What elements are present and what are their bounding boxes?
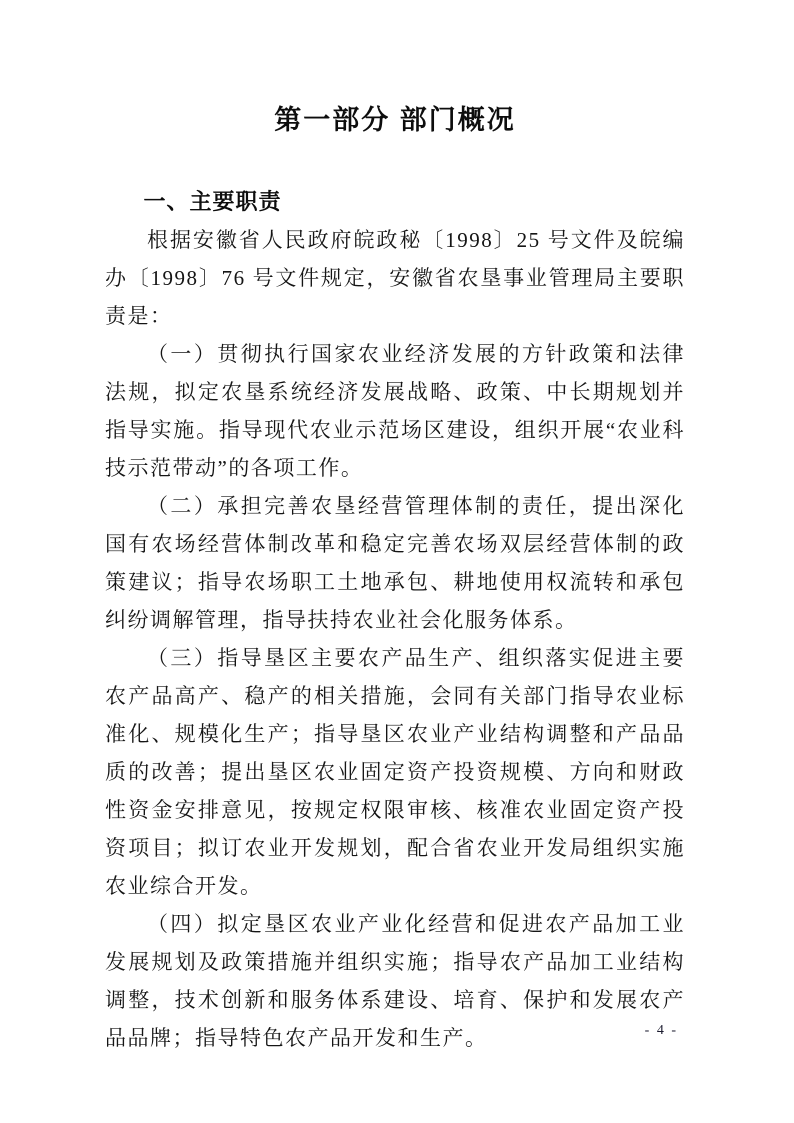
document-title: 第一部分 部门概况	[274, 105, 516, 135]
document-body	[105, 0, 685, 1057]
page-number: - 4 -	[644, 1023, 678, 1038]
paragraph-list	[105, 221, 685, 1057]
body-paragraph: （三）指导垦区主要农产品生产、组织落实促进主要农产品高产、稳产的相关措施，会同有关部门指导农业标准化、规模化生产；指导垦区农业产业结构调整和产品品质的改善；提出垦区农业固定资产投资规模、方向和财政性资金安排意见，按规定权限审核、核准农业固定资产投资项目；拟订农业开发规划，配合省农业开发局组织实施农业综合开发。	[105, 646, 685, 898]
body-paragraph: （四）拟定垦区农业产业化经营和促进农产品加工业发展规划及政策措施并组织实施；指导农产品加工业结构调整，技术创新和服务体系建设、培育、保护和发展农产品品牌；指导特色农产品开发和生产。	[105, 912, 685, 1050]
body-paragraph: 根据安徽省人民政府皖政秘〔1998〕25 号文件及皖编办〔1998〕76 号文件规定，安徽省农垦事业管理局主要职责是：	[105, 228, 685, 328]
body-paragraph: （二）承担完善农垦经营管理体制的责任，提出深化国有农场经营体制改革和稳定完善农场双层经营体制的政策建议；指导农场职工土地承包、耕地使用权流转和承包纠纷调解管理，指导扶持农业社会化服务体系。	[105, 494, 685, 632]
body-paragraph: （一）贯彻执行国家农业经济发展的方针政策和法律法规，拟定农垦系统经济发展战略、政策、中长期规划并指导实施。指导现代农业示范场区建设，组织开展“农业科技示范带动”的各项工作。	[105, 342, 685, 480]
section-heading: 一、主要职责	[143, 189, 282, 214]
